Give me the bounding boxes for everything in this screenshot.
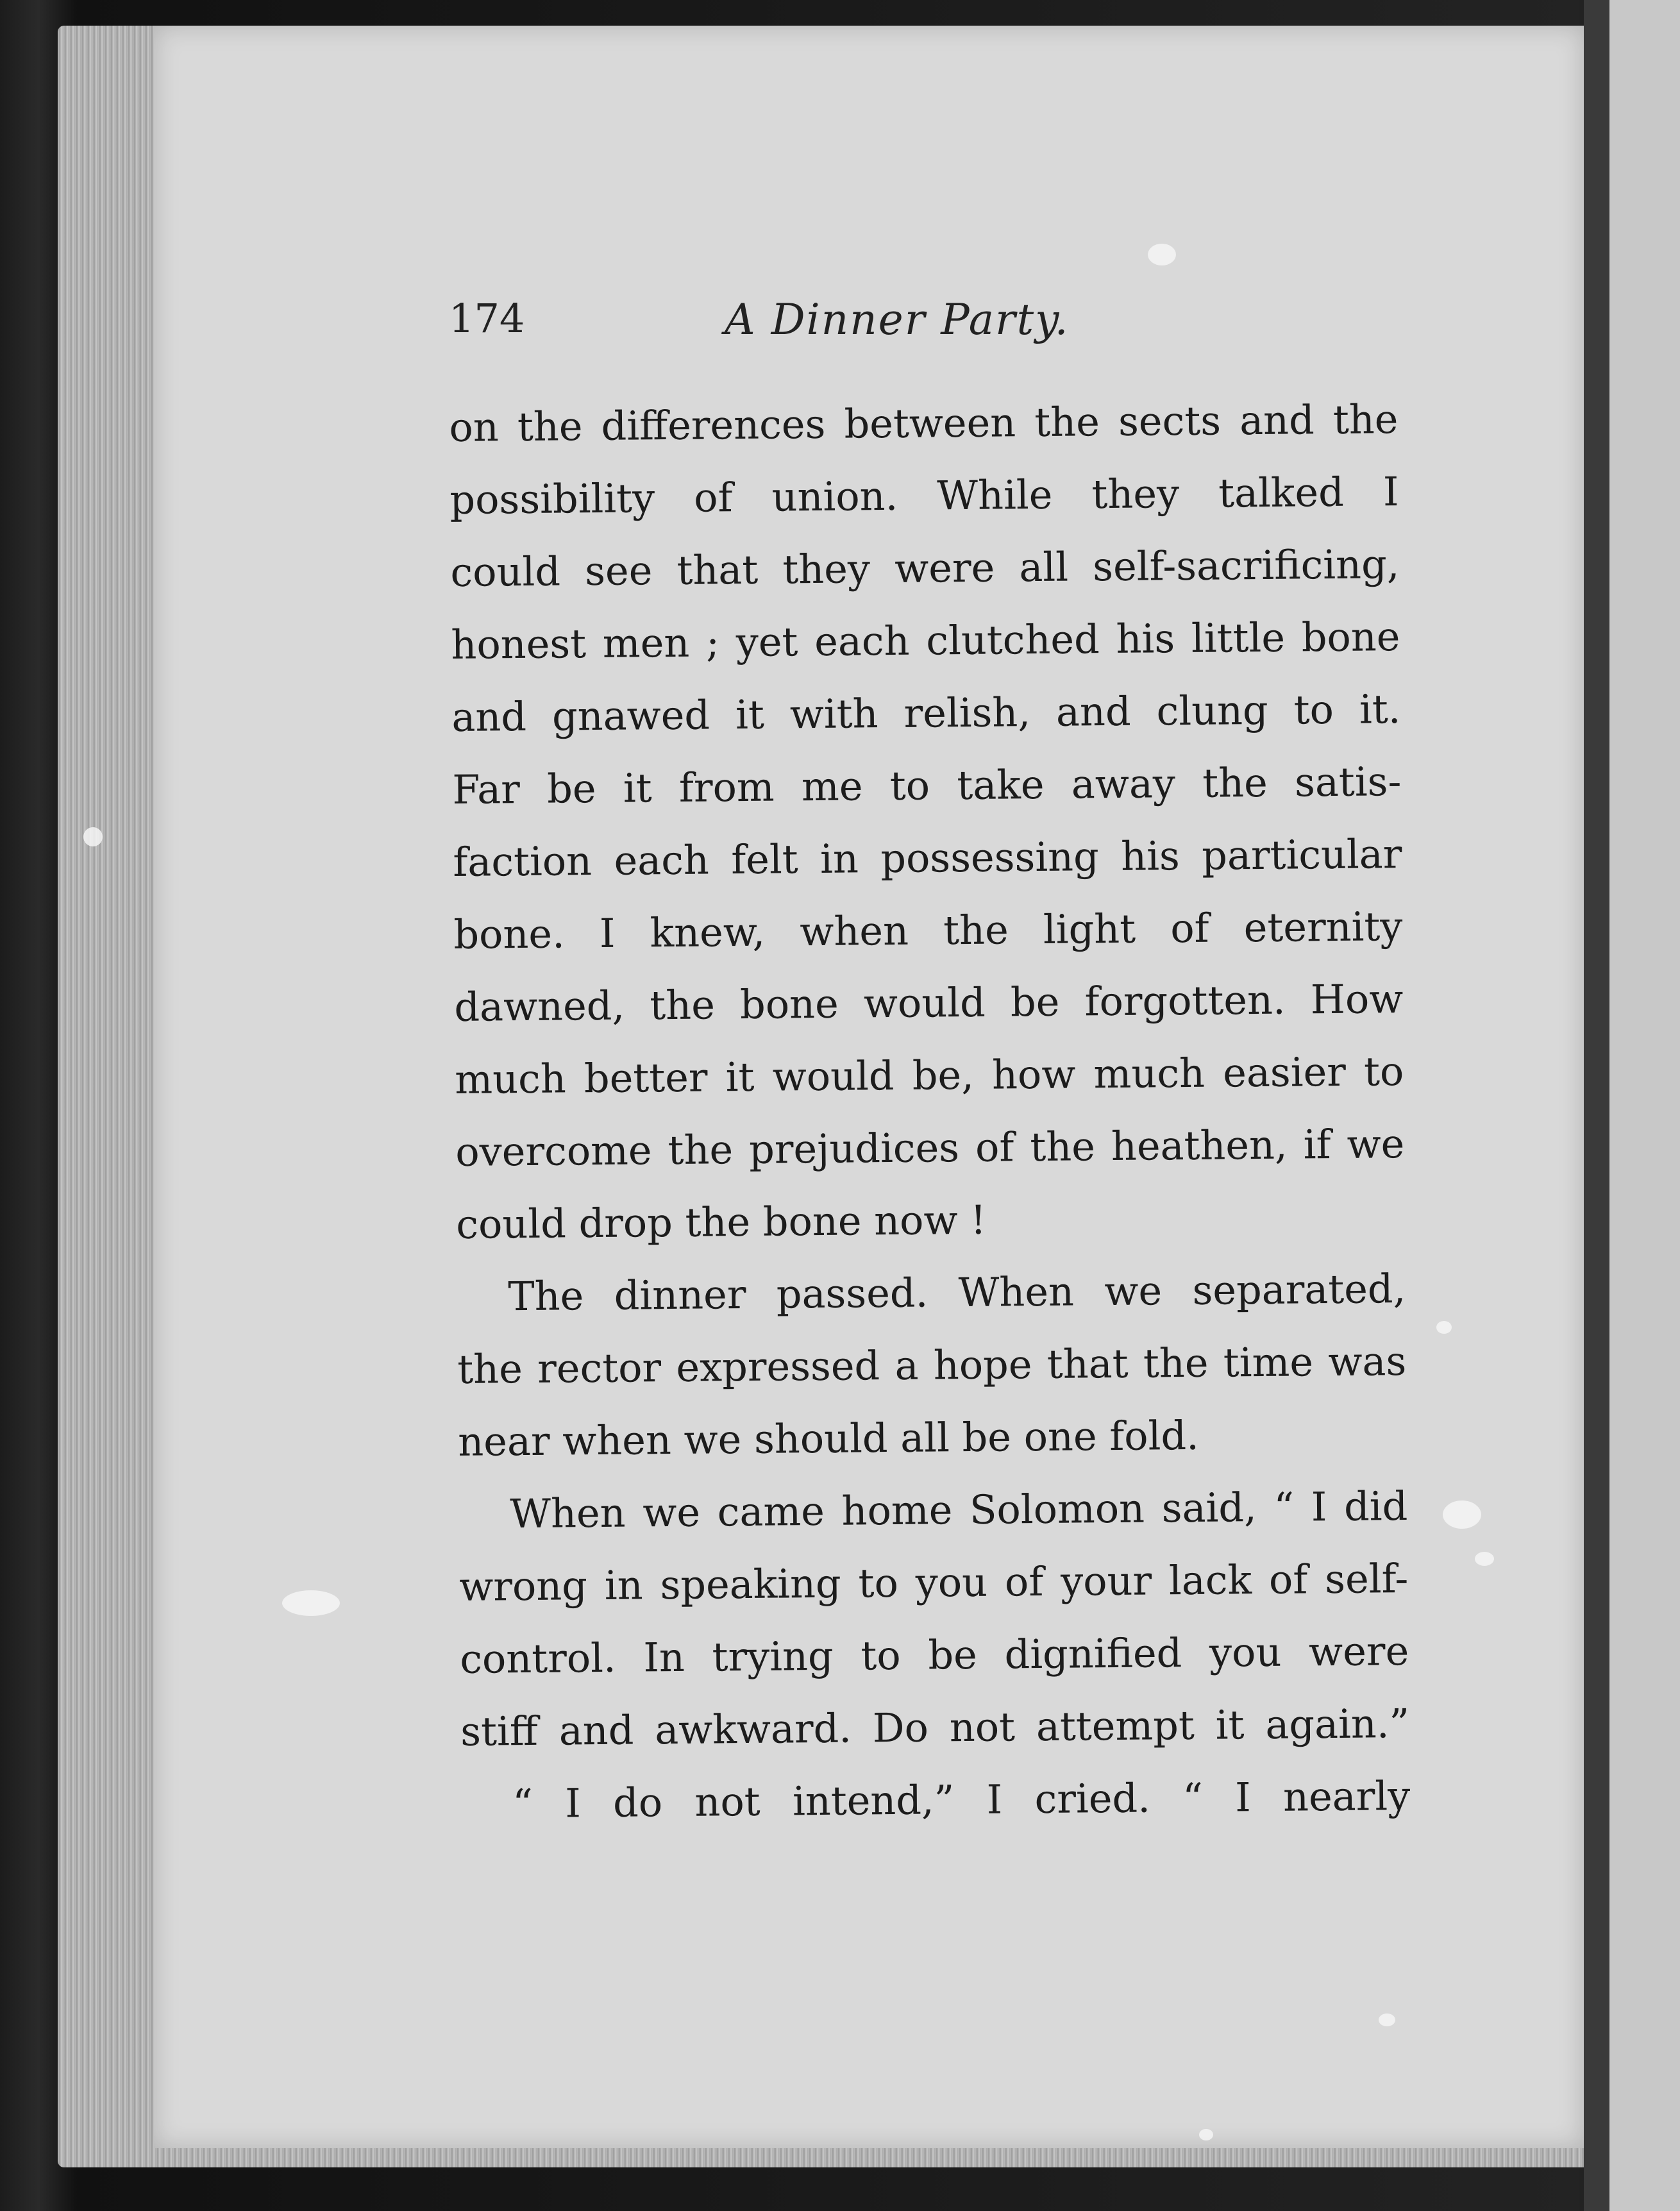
- paragraph: [458, 1470, 1410, 1768]
- running-title: A Dinner Party.: [725, 295, 1070, 344]
- text-line: stiff and awkward. Do not attempt it again.”: [460, 1700, 1410, 1755]
- text-line: faction each felt in possessing his particular: [453, 830, 1402, 886]
- text-line: honest men ; yet each clutched his little bone: [451, 613, 1400, 668]
- facing-page-edge: [1609, 0, 1680, 2211]
- scan-speck: [1436, 1321, 1452, 1334]
- text-line: and gnawed it with relish, and clung to it.: [451, 685, 1401, 741]
- scan-speck: [282, 1590, 340, 1616]
- paragraph: [461, 1760, 1411, 1840]
- text-line: control. In trying to be dignified you were: [459, 1627, 1409, 1683]
- body-text: [449, 383, 1411, 1840]
- text-line: possibility of union. While they talked I: [449, 468, 1399, 523]
- text-line: The dinner passed. When we separated,: [508, 1265, 1406, 1320]
- page-header: [449, 295, 1411, 372]
- scan-speck: [1199, 2129, 1213, 2140]
- scan-speck: [1443, 1501, 1481, 1529]
- text-line: overcome the prejudices of the heathen, if we: [455, 1120, 1405, 1175]
- text-line: the rector expressed a hope that the time was: [457, 1338, 1407, 1393]
- text-line: much better it would be, how much easier to: [455, 1048, 1404, 1103]
- scan-speck: [83, 827, 103, 846]
- text-line: could see that they were all self-sacrificing,: [450, 541, 1400, 596]
- text-line: near when we should all be one fold.: [457, 1411, 1200, 1465]
- text-line: dawned, the bone would be forgotten. How: [454, 975, 1404, 1030]
- text-line: Far be it from me to take away the satis-: [452, 758, 1402, 813]
- scan-speck: [1379, 2013, 1395, 2026]
- text-line: could drop the bone now !: [456, 1196, 987, 1248]
- text-line: “ I do not intend,” I cried. “ I nearly: [512, 1772, 1411, 1828]
- page-number: 174: [449, 295, 525, 342]
- book-gutter: [1584, 0, 1609, 2211]
- paragraph: [457, 1252, 1407, 1478]
- scan-speck: [1148, 244, 1176, 265]
- text-line: bone. I knew, when the light of eternity: [453, 903, 1403, 958]
- scan-speck: [1475, 1552, 1494, 1566]
- text-line: on the differences between the sects and the: [449, 396, 1399, 451]
- paragraph: [449, 383, 1406, 1261]
- text-line: When we came home Solomon said, “ I did: [509, 1483, 1408, 1538]
- text-line: wrong in speaking to you of your lack of self-: [458, 1555, 1409, 1610]
